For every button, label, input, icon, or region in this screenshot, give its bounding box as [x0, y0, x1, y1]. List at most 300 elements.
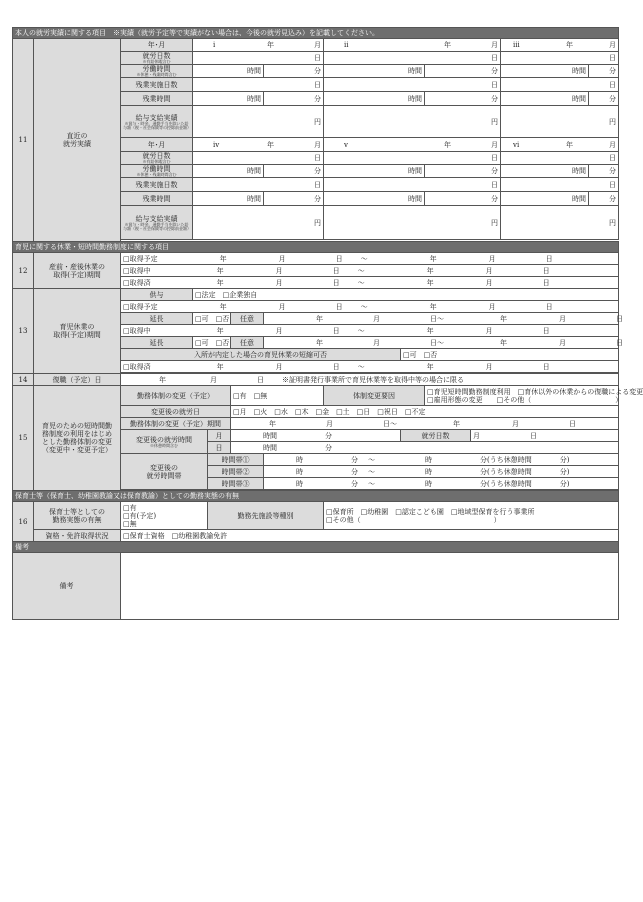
- slot-3-label: 時間帯③: [208, 478, 264, 490]
- time-slot-label: [121, 454, 208, 490]
- ot-days-label: 残業実施日数: [121, 178, 193, 192]
- pay-field-v[interactable]: [324, 206, 501, 240]
- hours-after-label: [121, 430, 208, 454]
- unit: 日: [332, 326, 340, 335]
- unit: 月: [314, 140, 321, 149]
- month-vi-field[interactable]: [501, 138, 619, 152]
- reason-options[interactable]: [425, 386, 643, 406]
- unit: 年: [216, 326, 224, 335]
- section-title: 保育士等（保育士、幼稚園教諭又は保育教諭）としての勤務実態の有無: [13, 491, 619, 502]
- unit: 日: [383, 419, 390, 428]
- weekday-options[interactable]: □月 □火 □水 □木 □金 □土 □日 □祝日 □不定: [231, 406, 619, 418]
- unit: 年: [429, 302, 437, 311]
- unit: 月: [278, 254, 286, 263]
- unit: 月: [485, 278, 493, 287]
- ot-hours-field-ii[interactable]: [324, 92, 425, 106]
- unit: 年: [216, 266, 224, 275]
- unit: 月: [559, 314, 566, 323]
- return-note: ※証明書発行事業所で育児休業等を取得中等の場合に限る: [282, 375, 464, 384]
- reason-label: 体制変更要因: [324, 386, 425, 406]
- unit: 分: [314, 94, 321, 103]
- unit: 年: [453, 419, 460, 428]
- label-text: 給与支給実績: [135, 214, 178, 223]
- ot-minutes-field-iii[interactable]: [589, 92, 619, 106]
- unit: 月: [275, 326, 283, 335]
- minutes-field-iv[interactable]: [264, 165, 324, 178]
- unit: 分: [491, 94, 498, 103]
- item-number: 15: [13, 386, 34, 491]
- tilde: ～: [437, 338, 444, 347]
- unit: 年: [426, 362, 434, 371]
- childcare-done-row[interactable]: [121, 361, 619, 373]
- unit: 時間: [263, 443, 277, 452]
- pay-field-vi[interactable]: [501, 206, 619, 240]
- month-index: vi: [513, 140, 520, 149]
- unit: 分: [351, 455, 358, 464]
- unit: 時間: [247, 194, 261, 203]
- ot-hours-field-iii[interactable]: [501, 92, 589, 106]
- label-line: 育児のための短時間勤: [42, 422, 112, 431]
- unit: 時: [296, 467, 303, 476]
- ot-hours-label: 残業時間: [121, 192, 193, 206]
- nin-i-label: 任意: [231, 337, 264, 349]
- unit: 日: [335, 254, 343, 263]
- license-label: 資格・免許取得状況: [34, 530, 121, 542]
- pay-field-i[interactable]: [193, 106, 324, 138]
- work-certificate-form: [12, 27, 643, 620]
- label-sub: ※休憩・残業時間含む: [136, 172, 177, 178]
- label-line: 就労時間帯: [146, 471, 182, 480]
- days-field-ii[interactable]: [324, 52, 501, 65]
- unit: 月: [559, 338, 566, 347]
- hours-label: [121, 65, 193, 78]
- label-sub: ※賞与・時金、通勤手当を除いた給与額（税・社会保険等の控除前金額）: [123, 221, 191, 231]
- unit: 月: [314, 40, 321, 49]
- shortening-label: 入所が内定した場合の育児休業の短縮可否: [121, 349, 401, 361]
- ot-hours-field-i[interactable]: [193, 92, 264, 106]
- section-header-remarks: [13, 542, 619, 553]
- label-text: 給与支給実績: [135, 113, 178, 122]
- unit: 年: [159, 375, 166, 384]
- hours-field-iii[interactable]: [501, 65, 589, 78]
- maternity-plan-row[interactable]: [121, 253, 619, 265]
- pay-field-iii[interactable]: [501, 106, 619, 138]
- unit: 分: [351, 467, 358, 476]
- unit: 年: [216, 362, 224, 371]
- checkbox-label[interactable]: □取得済: [123, 362, 151, 371]
- unit: 時間: [247, 167, 261, 176]
- unit: 分: [314, 67, 321, 76]
- minutes-field-vi[interactable]: [589, 165, 619, 178]
- checkbox-label[interactable]: □取得予定: [123, 254, 158, 263]
- unit: 日: [257, 375, 264, 384]
- unit: 月: [473, 431, 480, 440]
- label-line: 取得(予定)期間: [53, 331, 101, 340]
- section-title: 備考: [13, 542, 619, 553]
- days-label: [121, 152, 193, 165]
- unit: 年: [219, 254, 227, 263]
- item-number: 12: [13, 253, 34, 289]
- label-line: 取得(予定)期間: [53, 270, 101, 279]
- unit: 日: [430, 314, 437, 323]
- unit: 年: [500, 314, 507, 323]
- unit: 時間: [408, 94, 422, 103]
- unit: 年: [426, 278, 434, 287]
- return-date-field[interactable]: [121, 374, 619, 386]
- maternity-done-row[interactable]: [121, 277, 619, 289]
- unit: 日: [609, 154, 616, 163]
- hotei-options[interactable]: □法定 □企業独自: [193, 289, 619, 301]
- unit: 日: [491, 54, 498, 62]
- change-options[interactable]: □有 □無: [231, 386, 324, 406]
- unit: 円: [491, 117, 498, 126]
- label-line: 勤務実態の有無: [52, 515, 102, 524]
- childcare-during-row[interactable]: [121, 325, 619, 337]
- nin-i-label: 任意: [231, 313, 264, 325]
- ym-label: 年･月: [121, 39, 193, 52]
- days-field-vi[interactable]: [501, 152, 619, 165]
- unit: 日: [609, 180, 616, 189]
- section-header-childcare-leave: [13, 242, 619, 253]
- day-unit-label: 日: [208, 442, 231, 454]
- unit: 月: [373, 314, 380, 323]
- tilde: ～: [390, 419, 397, 428]
- unit: 日: [530, 431, 537, 440]
- label-sub: ※休憩・残業時間含む: [136, 72, 177, 78]
- label-line: 務制度の利用をはじめ: [42, 430, 112, 439]
- minutes-field-iii[interactable]: [589, 65, 619, 78]
- month-i-field[interactable]: [193, 39, 324, 52]
- unit: 時: [296, 479, 303, 488]
- unit: 日: [542, 362, 550, 371]
- extension-options[interactable]: □可 □否: [193, 313, 231, 325]
- change-period-field[interactable]: [231, 418, 619, 430]
- item-label-work-change: [34, 386, 121, 491]
- pay-field-ii[interactable]: [324, 106, 501, 138]
- facility-line[interactable]: □その他（ ）: [326, 515, 501, 524]
- item-label-return-date: 復職（予定）日: [34, 374, 121, 386]
- ot-hours-field-v[interactable]: [324, 192, 425, 206]
- month-unit-label: 月: [208, 430, 231, 442]
- hours-field-vi[interactable]: [501, 165, 589, 178]
- unit: 年: [429, 254, 437, 263]
- ot-days-field-v[interactable]: [324, 178, 501, 192]
- slot-1-field[interactable]: [264, 454, 619, 466]
- tilde: ～: [368, 455, 375, 464]
- section-title: 本人の就労実績に関する項目 ※実績（就労予定等で実績がない場合は、今後の就労見込み）を記載してください。: [13, 28, 619, 39]
- section-header-work-record: [13, 28, 619, 39]
- unit: 日: [569, 419, 576, 428]
- ot-minutes-field-vi[interactable]: [589, 192, 619, 206]
- unit: 日: [542, 266, 550, 275]
- extension-period[interactable]: [264, 313, 623, 325]
- shortening-options[interactable]: □可 □否: [401, 349, 619, 361]
- tilde: ～: [368, 467, 375, 476]
- label-text: 労働時間: [142, 65, 171, 74]
- label-line: （変更中・変更予定）: [42, 446, 112, 455]
- unit: 時間: [247, 67, 261, 76]
- unit: 日: [332, 362, 340, 371]
- unit: 年: [426, 266, 434, 275]
- month-ii-field[interactable]: [324, 39, 501, 52]
- facility-type-label: 勤務先施設等種別: [208, 502, 324, 530]
- license-options[interactable]: □保育士資格 □幼稚園教諭免許: [121, 530, 619, 542]
- unit: 日: [616, 338, 623, 347]
- extension-period[interactable]: [264, 337, 623, 349]
- ot-minutes-field-iv[interactable]: [264, 192, 324, 206]
- hours-label: [121, 165, 193, 178]
- days-field-iv[interactable]: [193, 152, 324, 165]
- days-field-v[interactable]: [324, 152, 501, 165]
- unit: 時: [425, 467, 432, 476]
- slot-tail: 分(うち休憩時間 分): [480, 479, 570, 488]
- checkbox-label[interactable]: □取得予定: [123, 302, 158, 311]
- item-number: 11: [13, 39, 34, 242]
- unit: 時間: [263, 431, 277, 440]
- unit: 時間: [572, 167, 586, 176]
- unit: 日: [314, 154, 321, 163]
- extension-options[interactable]: □可 □否: [193, 337, 231, 349]
- ot-days-label: 残業実施日数: [121, 78, 193, 92]
- item-number: 14: [13, 374, 34, 386]
- label-line: 産前・産後休業の: [49, 262, 105, 271]
- label-sub: ※賞与・時金、通勤手当を除いた給与額（税・社会保険等の控除前金額）: [123, 120, 191, 130]
- unit: 月: [326, 419, 333, 428]
- unit: 月: [278, 302, 286, 311]
- unit: 分: [491, 167, 498, 176]
- unit: 年: [267, 140, 274, 149]
- unit: 分: [491, 67, 498, 76]
- unit: 分: [609, 167, 616, 176]
- label-line: 育児休業の: [59, 323, 95, 332]
- unit: 月: [373, 338, 380, 347]
- unit: 年: [444, 140, 451, 149]
- unit: 時間: [408, 194, 422, 203]
- unit: 月: [491, 140, 498, 149]
- reason-line[interactable]: □育児短時間勤務制度利用 □育休以外の休業からの復職による変更: [427, 387, 643, 396]
- ot-hours-field-vi[interactable]: [501, 192, 589, 206]
- checkbox-label[interactable]: □取得済: [123, 278, 151, 287]
- slot-tail: 分(うち休憩時間 分): [480, 455, 570, 464]
- unit: 日: [430, 338, 437, 347]
- unit: 時間: [408, 67, 422, 76]
- hours-field-ii[interactable]: [324, 65, 425, 78]
- unit: 年: [269, 419, 276, 428]
- slot-3-field[interactable]: [264, 478, 619, 490]
- hours-field-iv[interactable]: [193, 165, 264, 178]
- label-text: 就労日数: [142, 52, 171, 60]
- daily-hours-field[interactable]: [231, 442, 619, 454]
- unit: 円: [314, 218, 321, 227]
- change-label: 勤務体制の変更（予定）: [121, 386, 231, 406]
- facility-line[interactable]: □保育所 □幼稚園 □認定こども園 □地域型保育を行う事業所: [326, 507, 535, 516]
- unit: 日: [314, 80, 321, 89]
- month-iv-field[interactable]: [193, 138, 324, 152]
- unit: 日: [609, 80, 616, 89]
- checkbox-label[interactable]: □取得中: [123, 326, 151, 335]
- ot-days-field-iii[interactable]: [501, 78, 619, 92]
- ot-minutes-field-v[interactable]: [425, 192, 501, 206]
- reason-line[interactable]: □雇用形態の変更 □その他（ ）: [427, 395, 623, 404]
- month-index: ii: [344, 40, 349, 49]
- ym-label: 年･月: [121, 138, 193, 152]
- month-index: i: [213, 40, 216, 49]
- item-label-maternity-leave: [34, 253, 121, 289]
- remarks-label: 備考: [13, 553, 121, 620]
- label-text: 変更後の就労時間: [136, 435, 192, 444]
- month-v-field[interactable]: [324, 138, 501, 152]
- unit: 月: [609, 40, 616, 49]
- unit: 分: [609, 194, 616, 203]
- unit: 月: [491, 40, 498, 49]
- unit: 日: [542, 278, 550, 287]
- workdays-after-label: 変更後の就労日: [121, 406, 231, 418]
- unit: 月: [488, 302, 496, 311]
- slot-tail: 分(うち休憩時間 分): [480, 467, 570, 476]
- ot-minutes-field-i[interactable]: [264, 92, 324, 106]
- tilde: ～: [437, 314, 444, 323]
- month-index: v: [344, 140, 348, 149]
- tilde: ～: [357, 362, 365, 371]
- pay-label: [121, 206, 193, 240]
- form-table: [12, 27, 643, 620]
- unit: 日: [491, 180, 498, 189]
- tilde: ～: [360, 254, 368, 263]
- ot-days-field-vi[interactable]: [501, 178, 619, 192]
- unit: 日: [609, 54, 616, 62]
- unit: 年: [316, 338, 323, 347]
- ot-minutes-field-ii[interactable]: [425, 92, 501, 106]
- item-number: 16: [13, 502, 34, 542]
- unit: 年: [444, 40, 451, 49]
- item-number: 13: [13, 289, 34, 374]
- unit: 年: [316, 314, 323, 323]
- pay-field-iv[interactable]: [193, 206, 324, 240]
- label-text: 就労日数: [142, 152, 171, 161]
- unit: 日: [545, 302, 553, 311]
- unit: 時間: [572, 67, 586, 76]
- unit: 月: [512, 419, 519, 428]
- unit: 円: [491, 218, 498, 227]
- month-iii-field[interactable]: [501, 39, 619, 52]
- unit: 日: [545, 254, 553, 263]
- unit: 月: [485, 326, 493, 335]
- unit: 年: [566, 40, 573, 49]
- unit: 日: [335, 302, 343, 311]
- label-line: 変更後の: [150, 463, 178, 472]
- unit: 月: [275, 362, 283, 371]
- month-index: iii: [513, 40, 520, 49]
- section-title: 育児に関する休業・短時間勤務制度に関する項目: [13, 242, 619, 253]
- ot-hours-field-iv[interactable]: [193, 192, 264, 206]
- month-index: iv: [213, 140, 220, 149]
- item-label-childcare-leave: [34, 289, 121, 374]
- unit: 月: [485, 266, 493, 275]
- label-sub: ※有給休暇含む: [142, 159, 171, 165]
- kyoyo-label: 供与: [121, 289, 193, 301]
- unit: 円: [609, 218, 616, 227]
- unit: 年: [500, 338, 507, 347]
- remarks-field[interactable]: [121, 553, 619, 620]
- unit: 時: [296, 455, 303, 464]
- minutes-field-i[interactable]: [264, 65, 324, 78]
- label-line: 就労実績: [63, 140, 91, 149]
- checkbox-label[interactable]: □無: [123, 519, 137, 528]
- days-field-iii[interactable]: [501, 52, 619, 65]
- unit: 年: [566, 140, 573, 149]
- slot-2-field[interactable]: [264, 466, 619, 478]
- maternity-during-row[interactable]: [121, 265, 619, 277]
- label-line: 直近の: [66, 132, 88, 141]
- workdays-count-field[interactable]: [471, 430, 619, 442]
- label-sub: ※休憩時間含む: [150, 442, 178, 448]
- label-text: 労働時間: [142, 165, 171, 174]
- unit: 日: [491, 80, 498, 89]
- slot-1-label: 時間帯①: [208, 454, 264, 466]
- worker-status-options[interactable]: [121, 502, 208, 530]
- workdays-count-label: 就労日数: [401, 430, 471, 442]
- unit: 時間: [247, 94, 261, 103]
- unit: 時: [425, 455, 432, 464]
- unit: 年: [426, 326, 434, 335]
- unit: 日: [332, 266, 340, 275]
- ot-days-field-ii[interactable]: [324, 78, 501, 92]
- unit: 年: [219, 302, 227, 311]
- unit: 日: [314, 180, 321, 189]
- unit: 日: [542, 326, 550, 335]
- unit: 日: [332, 278, 340, 287]
- pay-label: [121, 106, 193, 138]
- minutes-field-ii[interactable]: [425, 65, 501, 78]
- tilde: ～: [368, 479, 375, 488]
- label-line: 保育士等としての: [49, 507, 105, 516]
- checkbox-label[interactable]: □有: [123, 503, 137, 512]
- ot-days-field-iv[interactable]: [193, 178, 324, 192]
- unit: 月: [488, 254, 496, 263]
- minutes-field-v[interactable]: [425, 165, 501, 178]
- monthly-hours-field[interactable]: [231, 430, 401, 442]
- checkbox-label[interactable]: □有(予定): [123, 511, 157, 520]
- unit: 時間: [572, 94, 586, 103]
- unit: 分: [325, 431, 332, 440]
- unit: 月: [275, 266, 283, 275]
- label-sub: ※有給休暇含む: [142, 59, 171, 65]
- hours-field-v[interactable]: [324, 165, 425, 178]
- ot-hours-label: 残業時間: [121, 92, 193, 106]
- hours-field-i[interactable]: [193, 65, 264, 78]
- unit: 分: [314, 194, 321, 203]
- label-line: とした勤務体制の変更: [42, 438, 112, 447]
- unit: 円: [609, 117, 616, 126]
- facility-type-options[interactable]: [324, 502, 619, 530]
- ot-days-field-i[interactable]: [193, 78, 324, 92]
- section-header-childcare-worker: [13, 491, 619, 502]
- unit: 時: [425, 479, 432, 488]
- unit: 分: [609, 94, 616, 103]
- unit: 分: [325, 443, 332, 452]
- unit: 年: [216, 278, 224, 287]
- checkbox-label[interactable]: □取得中: [123, 266, 151, 275]
- unit: 月: [275, 278, 283, 287]
- tilde: ～: [357, 326, 365, 335]
- days-label: [121, 52, 193, 65]
- unit: 分: [314, 167, 321, 176]
- days-field-i[interactable]: [193, 52, 324, 65]
- unit: 分: [351, 479, 358, 488]
- childcare-plan-row[interactable]: [121, 301, 619, 313]
- tilde: ～: [360, 302, 368, 311]
- unit: 月: [609, 140, 616, 149]
